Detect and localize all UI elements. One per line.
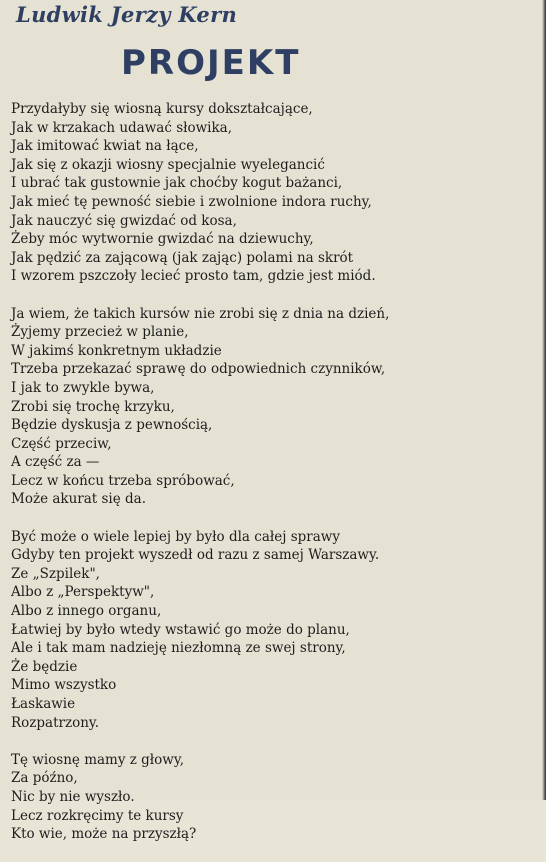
poem-line: Lecz rozkręcimy te kursy xyxy=(11,807,184,824)
poem-line: Część przeciw, xyxy=(11,435,112,452)
poem-line: Że będzie xyxy=(11,658,78,675)
poem-line: Przydałyby się wiosną kursy dokształcające, xyxy=(11,101,313,117)
poem-line: A część za — xyxy=(11,454,100,471)
poem-line: Rozpatrzony. xyxy=(11,714,100,731)
poem-line: Kto wie, może na przyszłą? xyxy=(11,826,197,843)
poem-line: Żeby móc wytwornie gwizdać na dziewuchy, xyxy=(11,231,314,248)
poem-line: Tę wiosnę mamy z głowy, xyxy=(11,751,184,768)
poem-stanza xyxy=(11,100,536,286)
poem-line: I ubrać tak gustownie jak choćby kogut bażanci, xyxy=(11,175,343,192)
poem-line: Jak w krzakach udawać słowika, xyxy=(11,119,233,136)
poem-line: Będzie dyskusja z pewnością, xyxy=(11,417,213,434)
poem-line: Mimo wszystko xyxy=(11,677,117,694)
poem-line: Albo z innego organu, xyxy=(11,603,162,620)
poem-title: PROJEKT xyxy=(121,43,301,83)
poem-line: Być może o wiele lepiej by było dla całej sprawy xyxy=(11,528,340,545)
poem-line: Żyjemy przecież w planie, xyxy=(11,324,189,341)
poem-line: Trzeba przekazać sprawę do odpowiednich czynników, xyxy=(11,361,386,378)
poem-line: Łatwiej by było wtedy wstawić go może do planu, xyxy=(11,621,350,638)
page-edge-shadow xyxy=(542,0,546,800)
poem-line: Za późno, xyxy=(11,770,78,787)
poem-body xyxy=(11,100,536,862)
poem-line: Albo z „Perspektyw", xyxy=(11,584,155,601)
poem-line: Ze „Szpilek", xyxy=(11,565,100,582)
poem-line: Ale i tak mam nadzieję niezłomną ze swej strony, xyxy=(11,640,346,657)
poem-line: Lecz w końcu trzeba spróbować, xyxy=(11,472,235,489)
poem-stanza xyxy=(11,528,536,733)
poem-line: Zrobi się trochę krzyku, xyxy=(11,398,175,415)
poem-line: Może akurat się da. xyxy=(11,491,146,508)
poem-line: Jak się z okazji wiosny specjalnie wyelegancić xyxy=(11,156,325,173)
poem-stanza xyxy=(11,305,536,510)
poem-stanza xyxy=(11,751,536,844)
poem-line: Łaskawie xyxy=(11,696,76,712)
poem-line: I wzorem pszczoły lecieć prosto tam, gdzie jest miód. xyxy=(11,268,376,285)
poem-line: Nic by nie wyszło. xyxy=(11,788,135,805)
poem-line: Jak mieć tę pewność siebie i zwolnione indora ruchy, xyxy=(11,193,372,210)
poem-line: W jakimś konkretnym układzie xyxy=(11,342,222,359)
poem-line: I jak to zwykle bywa, xyxy=(11,379,155,396)
poem-line: Ja wiem, że takich kursów nie zrobi się z dnia na dzień, xyxy=(11,305,390,322)
author-name: Ludwik Jerzy Kern xyxy=(16,2,238,27)
poem-line: Gdyby ten projekt wyszedł od razu z samej Warszawy. xyxy=(11,547,380,564)
poem-line: Jak pędzić za zającową (jak zając) polami na skrót xyxy=(11,249,354,266)
poem-line: Jak imitować kwiat na łące, xyxy=(11,138,199,155)
poem-line: Jak nauczyć się gwizdać od kosa, xyxy=(11,212,237,229)
